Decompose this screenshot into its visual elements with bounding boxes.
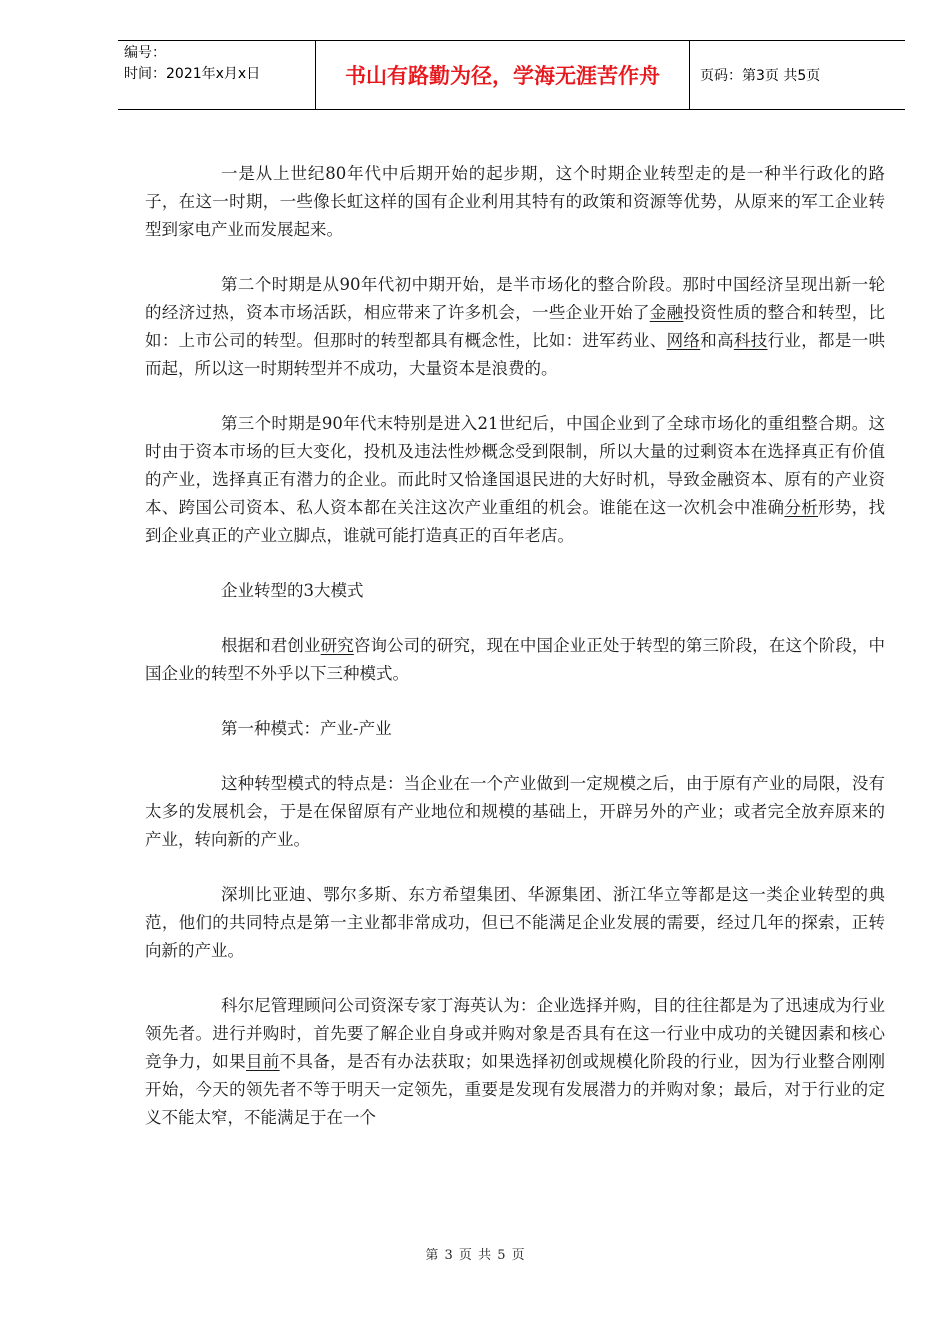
paragraph-2: 第二个时期是从90年代初中期开始，是半市场化的整合阶段。那时中国经济呈现出新一轮的经济过热，资本市场活跃，相应带来了许多机会，一些企业开始了金融投资性质的整合和转型，比如：上市公司的转型。但那时的转型都具有概念性，比如：进军药业、网络和高科技行业，都是一哄而起，所以这一时期转型并不成功，大量资本是浪费的。: [145, 275, 886, 378]
paragraph-9: 科尔尼管理顾问公司资深专家丁海英认为：企业选择并购，目的往往都是为了迅速成为行业领先者。进行并购时，首先要了解企业自身或并购对象是否具有在这一行业中成功的关键因素和核心竞争力，如果目前不具备，是否有办法获取；如果选择初创或规模化阶段的行业，因为行业整合刚刚开始，今天的领先者不等于明天一定领先，重要是发现有发展潜力的并购对象；最后，对于行业的定义不能太窄，不能满足于在一个: [145, 996, 886, 1127]
page-footer: 第 3 页 共 5 页: [425, 1248, 525, 1263]
doc-time-label: 时间：2021年x月x日: [124, 66, 261, 82]
doc-code-label: 编号：: [124, 45, 166, 61]
document-body: [145, 160, 885, 1159]
link-current[interactable]: 目前: [245, 1052, 280, 1071]
paragraph-5: 根据和君创业研究咨询公司的研究，现在中国企业正处于转型的第三阶段，在这个阶段，中国企业的转型不外乎以下三种模式。: [145, 636, 886, 683]
page-header: [118, 40, 905, 110]
link-technology[interactable]: 科技: [733, 331, 768, 350]
header-meta: [118, 41, 316, 109]
link-finance[interactable]: 金融: [649, 303, 684, 322]
header-page-info: 页码：第3页 共5页: [700, 68, 821, 84]
footer-total-pages: 5: [497, 1248, 506, 1263]
section-heading-mode-one: 第一种模式：产业-产业: [221, 719, 392, 738]
paragraph-1: 一是从上世纪80年代中后期开始的起步期，这个时期企业转型走的是一种半行政化的路子，在这一时期，一些像长虹这样的国有企业利用其特有的政策和资源等优势，从原来的军工企业转型到家电产业而发展起来。: [145, 164, 885, 239]
paragraph-3: 第三个时期是90年代末特别是进入21世纪后，中国企业到了全球市场化的重组整合期。这时由于资本市场的巨大变化，投机及违法性炒概念受到限制，所以大量的过剩资本在选择真正有价值的产业，选择真正有潜力的企业。而此时又恰逢国退民进的大好时机，导致金融资本、原有的产业资本、跨国公司资本、私人资本都在关注这次产业重组的机会。谁能在这一次机会中准确分析形势，找到企业真正的产业立脚点，谁就可能打造真正的百年老店。: [145, 414, 886, 545]
link-research[interactable]: 研究: [320, 636, 354, 655]
link-analysis[interactable]: 分析: [784, 498, 819, 517]
paragraph-8: 深圳比亚迪、鄂尔多斯、东方希望集团、华源集团、浙江华立等都是这一类企业转型的典范，他们的共同特点是第一主业都非常成功，但已不能满足企业发展的需要，经过几年的探索，正转向新的产业。: [145, 885, 885, 960]
section-heading-three-modes: 企业转型的3大模式: [221, 581, 364, 600]
footer-page-number: 3: [444, 1248, 453, 1263]
paragraph-7: 这种转型模式的特点是：当企业在一个产业做到一定规模之后，由于原有产业的局限，没有太多的发展机会，于是在保留原有产业地位和规模的基础上，开辟另外的产业；或者完全放弃原来的产业，转向新的产业。: [145, 774, 885, 849]
link-network[interactable]: 网络: [666, 331, 701, 350]
header-motto: 书山有路勤为径，学海无涯苦作舟: [316, 41, 690, 109]
